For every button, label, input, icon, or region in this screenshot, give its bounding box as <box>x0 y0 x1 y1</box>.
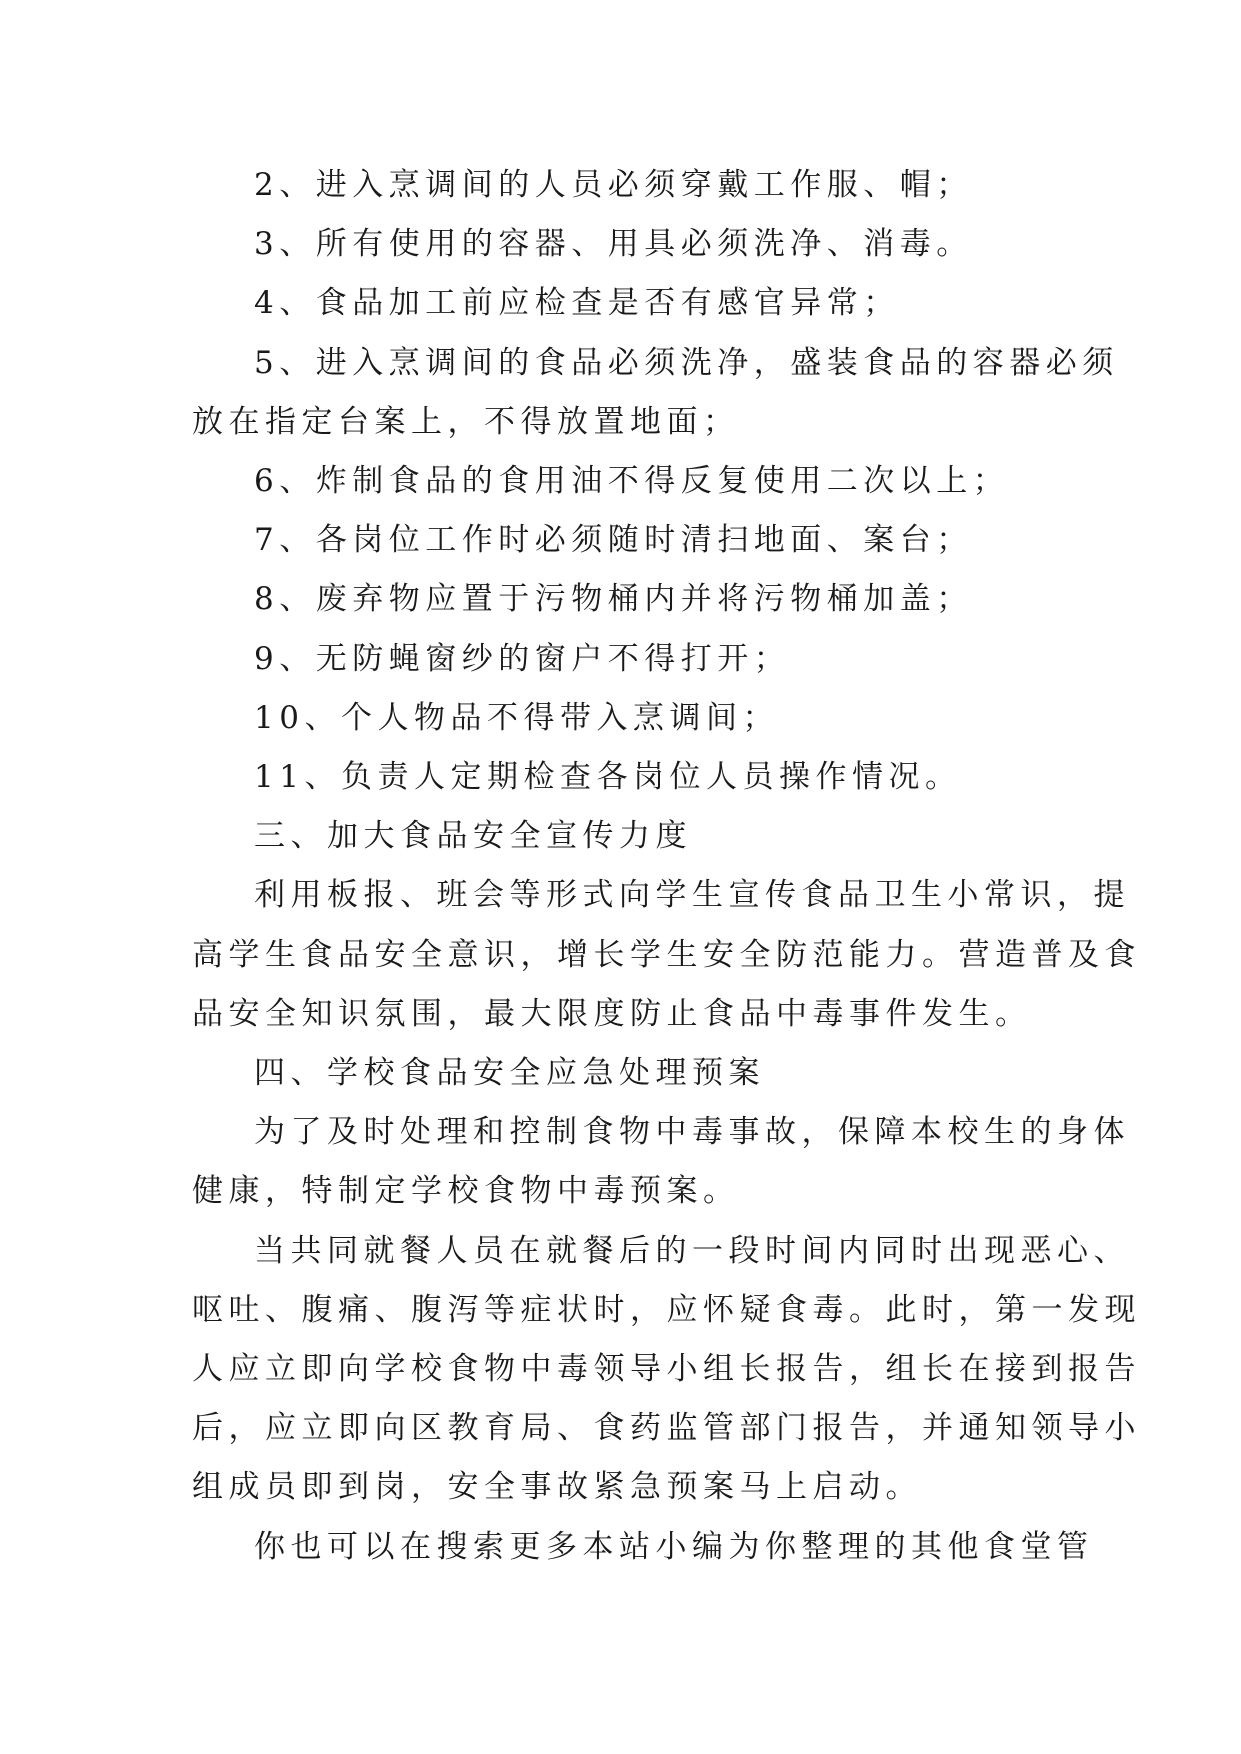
paragraph <box>192 215 1052 274</box>
paragraph <box>192 748 1052 807</box>
text-line: 7、各岗位工作时必须随时清扫地面、案台； <box>254 522 973 559</box>
text-line: 利用板报、班会等形式向学生宣传食品卫生小常识，提 <box>254 877 1130 914</box>
paragraph <box>192 1222 1141 1518</box>
text-line: 高学生食品安全意识，增长学生安全防范能力。营造普及食 <box>192 936 1141 973</box>
text-line: 人应立即向学校食物中毒领导小组长报告，组长在接到报告 <box>192 1351 1141 1388</box>
text-line: 9、无防蝇窗纱的窗户不得打开； <box>254 640 791 677</box>
text-line: 组成员即到岗，安全事故紧急预案马上启动。 <box>192 1469 922 1506</box>
paragraph <box>192 689 1052 748</box>
text-line: 为了及时处理和控制食物中毒事故，保障本校生的身体 <box>254 1114 1130 1151</box>
paragraph <box>192 1518 1094 1577</box>
text-line: 你也可以在搜索更多本站小编为你整理的其他食堂管 <box>254 1528 1094 1565</box>
paragraph <box>192 156 1052 215</box>
text-line: 品安全知识氛围，最大限度防止食品中毒事件发生。 <box>192 995 1032 1032</box>
paragraph <box>192 807 1052 866</box>
text-line: 5、进入烹调间的食品必须洗净，盛装食品的容器必须 <box>254 344 1119 381</box>
text-line: 健康，特制定学校食物中毒预案。 <box>192 1173 740 1210</box>
text-line: 后，应立即向区教育局、食药监管部门报告，并通知领导小 <box>192 1410 1141 1447</box>
paragraph <box>192 1044 1052 1103</box>
text-line: 当共同就餐人员在就餐后的一段时间内同时出现恶心、 <box>254 1232 1130 1269</box>
paragraph <box>192 630 1052 689</box>
paragraph <box>192 452 1052 511</box>
text-line: 三、加大食品安全宣传力度 <box>254 818 692 855</box>
paragraph <box>192 334 1119 452</box>
paragraph <box>192 866 1141 1044</box>
text-line: 6、炸制食品的食用油不得反复使用二次以上； <box>254 463 1010 500</box>
paragraph <box>192 274 1052 333</box>
text-line: 11、负责人定期检查各岗位人员操作情况。 <box>254 759 962 796</box>
text-line: 4、食品加工前应检查是否有感官异常； <box>254 285 900 322</box>
text-line: 2、进入烹调间的人员必须穿戴工作服、帽； <box>254 167 973 203</box>
text-line: 10、个人物品不得带入烹调间； <box>254 699 779 736</box>
document-body <box>192 156 1141 1577</box>
text-line: 放在指定台案上，不得放置地面； <box>192 403 740 440</box>
text-line: 四、学校食品安全应急处理预案 <box>254 1055 765 1092</box>
text-line: 8、废弃物应置于污物桶内并将污物桶加盖； <box>254 581 973 618</box>
paragraph <box>192 1103 1130 1221</box>
paragraph <box>192 570 1052 629</box>
text-line: 3、所有使用的容器、用具必须洗净、消毒。 <box>254 226 973 263</box>
text-line: 呕吐、腹痛、腹泻等症状时，应怀疑食毒。此时，第一发现 <box>192 1291 1141 1328</box>
paragraph <box>192 511 1052 570</box>
